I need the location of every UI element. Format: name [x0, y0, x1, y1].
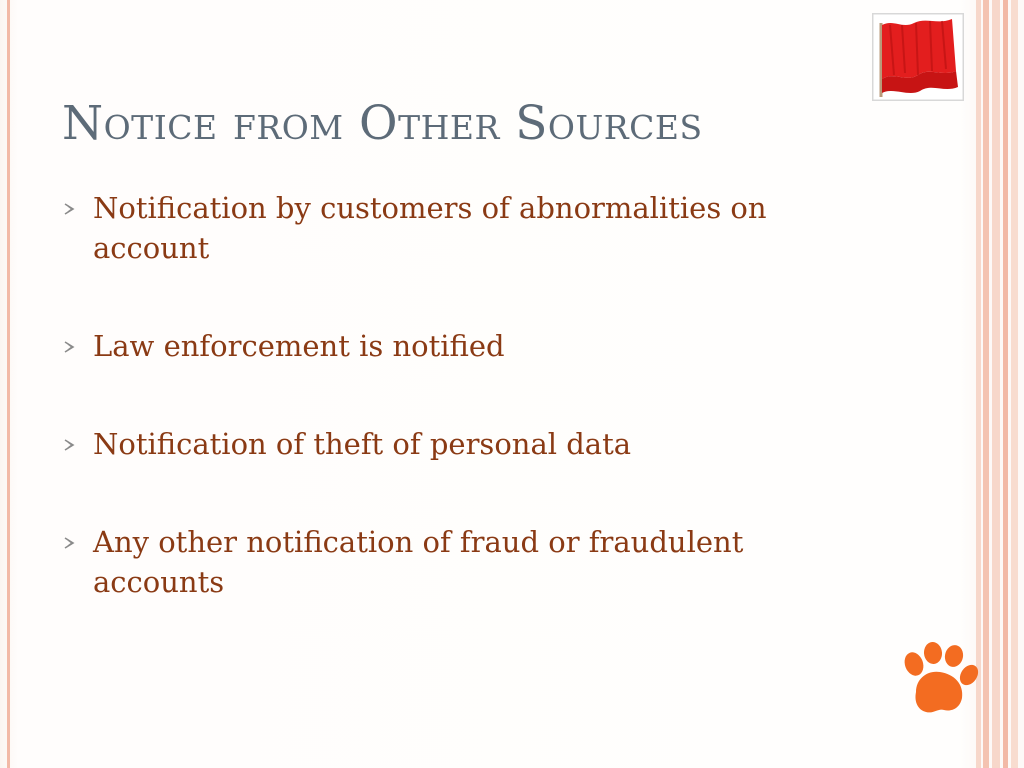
bullet-text: Notification by customers of abnormalities on account [93, 191, 767, 265]
red-flag-icon [872, 13, 964, 101]
bullet-text: Notification of theft of personal data [93, 427, 632, 461]
tiger-paw-logo [900, 642, 980, 718]
bullet-list [62, 188, 822, 602]
right-border-stripes [976, 0, 1024, 768]
arrow-bullet-icon [62, 438, 76, 452]
left-border-rule [7, 0, 10, 768]
slide-title: Notice from Other Sources [62, 96, 703, 151]
bullet-item [62, 424, 822, 464]
bullet-text: Any other notification of fraud or fraudulent accounts [93, 525, 744, 599]
arrow-bullet-icon [62, 202, 76, 216]
arrow-bullet-icon [62, 536, 76, 550]
bullet-text: Law enforcement is notified [93, 329, 505, 363]
bullet-item [62, 326, 822, 366]
bullet-item [62, 188, 822, 268]
bullet-item [62, 522, 822, 602]
arrow-bullet-icon [62, 340, 76, 354]
